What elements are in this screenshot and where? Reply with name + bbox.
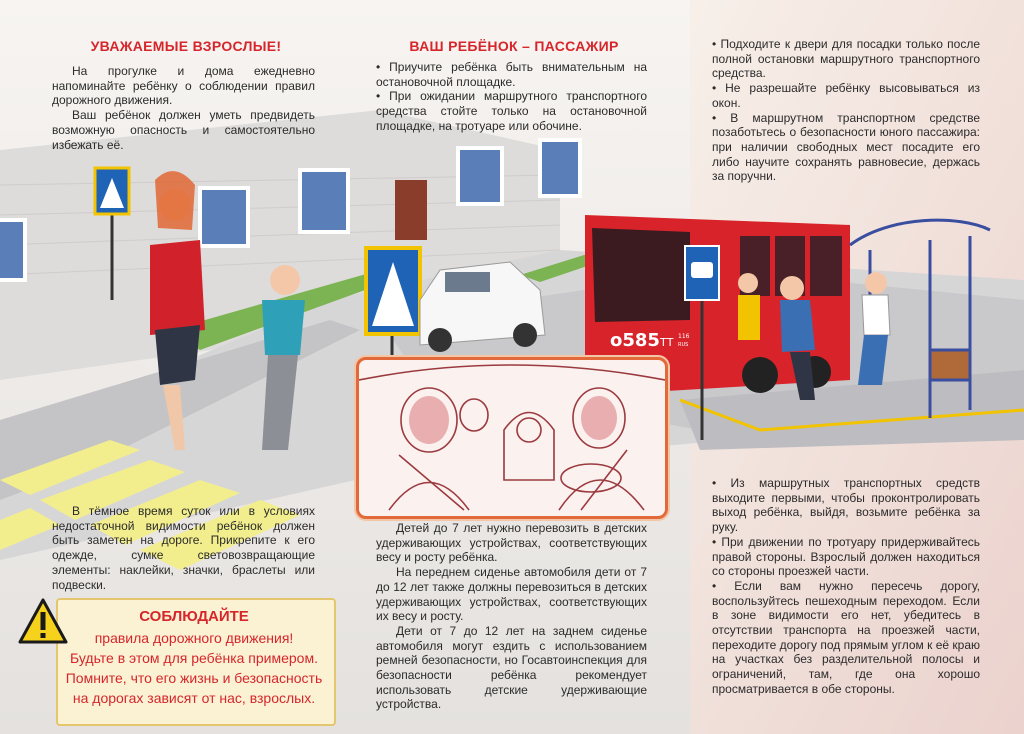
right-bullet-4: • Из маршрутных транспортных средств выходите первыми, чтобы проконтролировать выход ребёнка, выйдя, возьмите ребёнка за руку. [712,476,980,535]
bus-plate-region: 116 [678,333,690,340]
warning-line-3: Помните, что его жизнь и безопасность [65,670,323,686]
bus-plate-country: RUS [678,342,689,348]
warning-text [60,628,328,708]
right-bullet-5: • При движении по тротуару придерживайтесь правой стороны. Взрослый должен находиться со стороны проезжей части. [712,534,980,579]
right-bullet-1: • Подходите к двери для посадки только после полной остановки маршрутного транспортного средства. [712,37,980,81]
right-bullet-2: • Не разрешайте ребёнку высовываться из окон. [712,81,980,110]
passenger-bullet-2: • При ожидании маршрутного транспортного средства стойте только на остановочной площадке, на тротуаре или обочине. [376,89,647,133]
adults-intro [52,64,315,152]
dark-time-text [52,504,315,592]
right-bullets-top [712,37,980,184]
warning-title: СОБЛЮДАЙТЕ [139,608,249,625]
bus-plate-number: о585 [610,330,660,351]
warning-line-2: Будьте в этом для ребёнка примером. [70,650,318,666]
warning-line-1: правила дорожного движения! [94,630,294,646]
adults-heading: УВАЖАЕМЫЕ ВЗРОСЛЫЕ! [90,38,282,54]
right-bullet-6: • Если вам нужно пересечь дорогу, воспользуйтесь пешеходным переходом. Если в зоне видимости его нет, убедитесь в отсутствии транспорта на проезжей части, переходите дорогу под прямым углом к её краю на участках без разделительной полосы и ограничений, там, где она хорошо просматривается в обе стороны. [712,578,980,696]
passenger-bullet-1: • Приучите ребёнка быть внимательным на остановочной площадке. [376,60,647,89]
right-bullet-3: • В маршрутном транспортном средстве позаботьтесь о безопасности юного пассажира: при наличии свободных мест посадите его либо научите сохранять равновесие, держась за поручни. [712,110,980,184]
car-interior-illustration [356,357,668,519]
child-seat-p1: Детей до 7 лет нужно перевозить в детских удерживающих устройствах, соответствующих весу и росту ребёнка. [376,521,647,565]
passenger-bullets [376,60,647,134]
dark-time-paragraph: В тёмное время суток или в условиях недостаточной видимости ребёнок должен быть заметен на дороге. Прикрепите к его одежде, сумке световозвращающие элементы: наклейки, значки, браслеты или подвески. [52,504,315,592]
adults-intro-p1: На прогулке и дома ежедневно напоминайте ребёнку о соблюдении правил дорожного движения. [52,64,315,108]
child-seat-p2: На переднем сиденье автомобиля дети от 7 до 12 лет также должны перевозиться в детских удерживающих устройствах, соответствующих их весу и росту. [376,565,647,624]
child-seat-p3: Дети от 7 до 12 лет на заднем сиденье автомобиля могут ездить с использованием ремней безопасности, но Госавтоинспекция для безопасности ребёнка рекомендует использовать детские удерживающие устройства. [376,623,647,712]
bus-plate-series: ТТ [660,336,674,349]
right-bullets-bottom [712,476,980,697]
adults-intro-p2: Ваш ребёнок должен уметь предвидеть возможную опасность и самостоятельно избежать её. [52,108,315,152]
warning-line-4: на дорогах зависят от нас, взрослых. [72,690,316,706]
passenger-heading: ВАШ РЕБЁНОК – ПАССАЖИР [409,38,619,54]
child-seat-text [376,521,647,712]
